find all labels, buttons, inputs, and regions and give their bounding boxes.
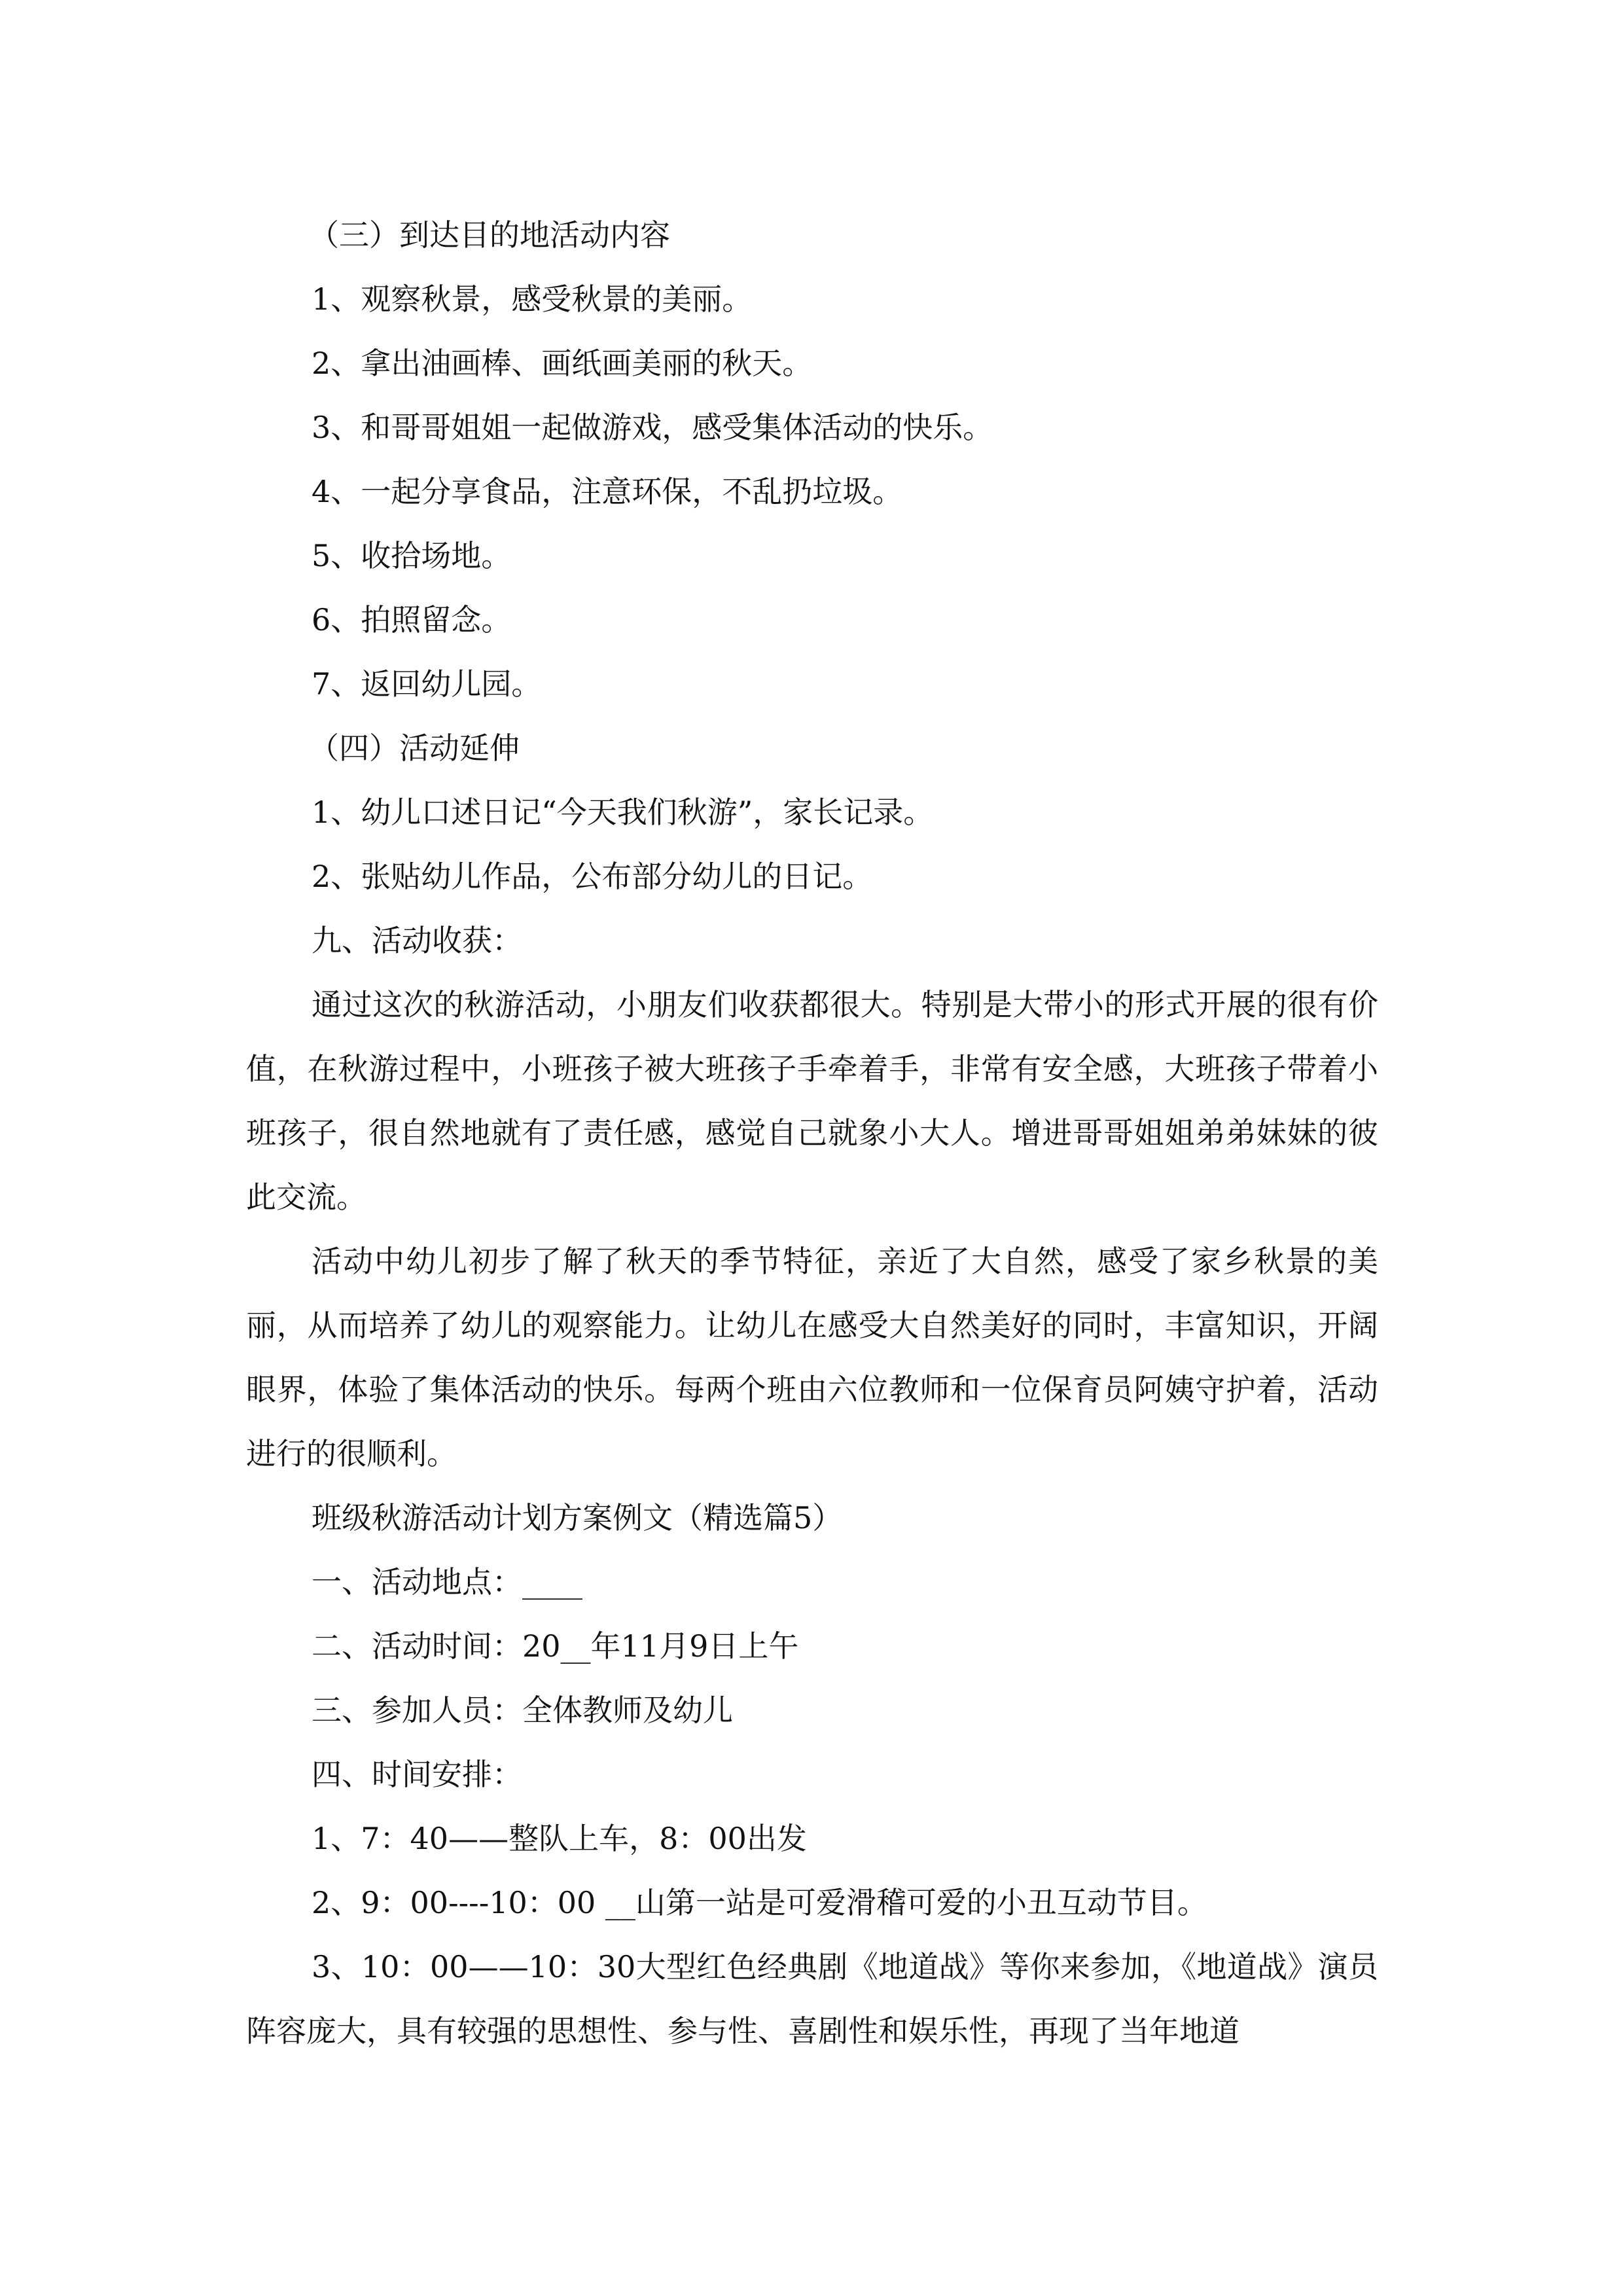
body-paragraph: 通过这次的秋游活动，小朋友们收获都很大。特别是大带小的形式开展的很有价值，在秋游过程中，小班孩子被大班孩子手牵着手，非常有安全感，大班孩子带着小班孩子，很自然地就有了责任感，感觉自己就象小大人。增进哥哥姐姐弟弟妹妹的彼此交流。 bbox=[246, 987, 1378, 1215]
info-participants: 三、参加人员：全体教师及幼儿 bbox=[312, 1693, 733, 1728]
list-item: 7、返回幼儿园。 bbox=[312, 666, 542, 702]
list-item: 2、张贴幼儿作品，公布部分幼儿的日记。 bbox=[312, 859, 873, 894]
schedule-item: 2、9：00----10：00 __山第一站是可爱滑稽可爱的小丑互动节目。 bbox=[312, 1885, 1207, 1920]
schedule-paragraph: 3、10：00——10：30大型红色经典剧《地道战》等你来参加，《地道战》演员阵容庞大，具有较强的思想性、参与性、喜剧性和娱乐性，再现了当年地道 bbox=[246, 1949, 1378, 2049]
section-heading-harvest: 九、活动收获： bbox=[312, 923, 522, 958]
info-location: 一、活动地点：____ bbox=[312, 1564, 582, 1600]
list-item: 1、幼儿口述日记“今天我们秋游”，家长记录。 bbox=[312, 795, 934, 830]
list-item: 6、拍照留念。 bbox=[312, 602, 512, 637]
section-heading-3: （三）到达目的地活动内容 bbox=[309, 217, 670, 253]
section-heading-4: （四）活动延伸 bbox=[309, 730, 520, 766]
document-body bbox=[246, 203, 1378, 2063]
info-time: 二、活动时间：20__年11月9日上午 bbox=[312, 1628, 799, 1664]
info-schedule-heading: 四、时间安排： bbox=[312, 1757, 522, 1792]
article-title: 班级秋游活动计划方案例文（精选篇5） bbox=[312, 1500, 843, 1535]
list-item: 4、一起分享食品，注意环保，不乱扔垃圾。 bbox=[312, 474, 903, 509]
list-item: 1、观察秋景，感受秋景的美丽。 bbox=[312, 281, 753, 317]
body-paragraph: 活动中幼儿初步了解了秋天的季节特征，亲近了大自然，感受了家乡秋景的美丽，从而培养了幼儿的观察能力。让幼儿在感受大自然美好的同时，丰富知识，开阔眼界，体验了集体活动的快乐。每两个班由六位教师和一位保育员阿姨守护着，活动进行的很顺利。 bbox=[246, 1244, 1378, 1471]
list-item: 5、收拾场地。 bbox=[312, 538, 512, 573]
list-item: 3、和哥哥姐姐一起做游戏，感受集体活动的快乐。 bbox=[312, 410, 993, 445]
list-item: 2、拿出油画棒、画纸画美丽的秋天。 bbox=[312, 346, 813, 381]
schedule-item: 1、7：40——整队上车，8：00出发 bbox=[312, 1821, 807, 1856]
